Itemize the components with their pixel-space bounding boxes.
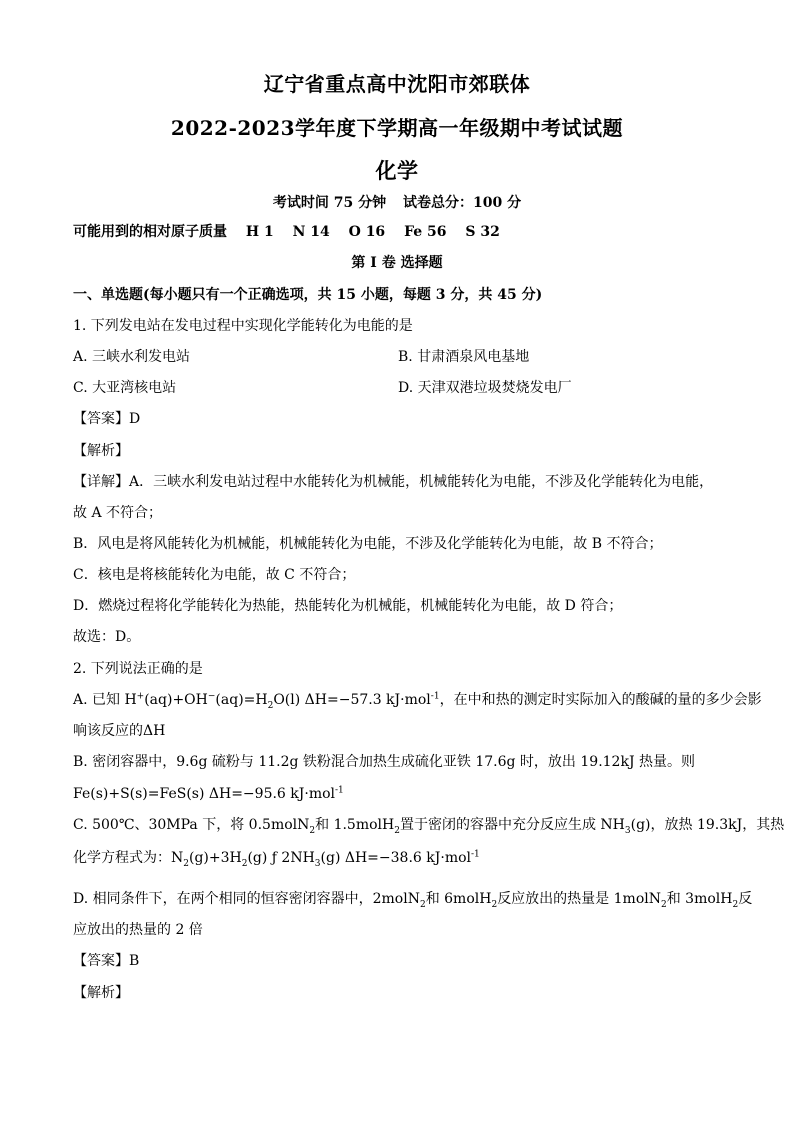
atomic-mass-h: H 1 — [245, 224, 274, 240]
exam-info — [0, 192, 794, 212]
q2-option-b-line2: Fe(s)+S(s)=FeS(s) ΔH=−95.6 kJ·mol$^{-1}$ — [73, 785, 344, 802]
q2-option-a-line1: A. 已知 $H^+(aq)+OH^-(aq)=H_2O(l)$ ΔH=−57.3 kJ·mol$^{-1}$，在中和热的测定时实际加入的酸碱的量的多少会影 — [73, 691, 762, 711]
atomic-mass-s: S 32 — [465, 224, 500, 240]
q1-conclusion: 故选：D。 — [73, 629, 141, 645]
q1-option-b: B. 甘肃酒泉风电基地 — [398, 349, 530, 365]
q1-detail-a-line1: 【详解】A．三峡水利发电站过程中水能转化为机械能，机械能转化为电能，不涉及化学能转化为电能， — [73, 474, 714, 490]
exam-title: 2022-2023学年度下学期高一年级期中考试试题 — [170, 116, 624, 140]
q1-detail-b: B．风电是将风能转化为机械能，机械能转化为电能，不涉及化学能转化为电能，故 B 不符合； — [73, 536, 663, 552]
q2-option-b-line1: B. 密闭容器中，9.6g 硫粉与 11.2g 铁粉混合加热生成硫化亚铁 17.6g 时，放出 19.12kJ 热量。则 — [73, 754, 696, 770]
q2-answer: 【答案】B — [73, 953, 140, 969]
atomic-masses-label: 可能用到的相对原子质量 — [73, 224, 227, 240]
q1-detail-c: C．核电是将核能转化为电能，故 C 不符合； — [73, 567, 356, 583]
q2-option-a-line2: 响该反应的ΔH — [73, 723, 166, 739]
atomic-masses — [73, 222, 734, 242]
school-title: 辽宁省重点高中沈阳市郊联体 — [263, 72, 531, 96]
q1-detail-d: D．燃烧过程将化学能转化为热能，热能转化为机械能，机械能转化为电能，故 D 符合； — [73, 598, 623, 614]
atomic-mass-fe: Fe 56 — [404, 224, 447, 240]
atomic-mass-o: O 16 — [348, 224, 386, 240]
atomic-mass-n: N 14 — [292, 224, 330, 240]
q1-analysis-label: 【解析】 — [73, 443, 129, 459]
q2-option-d-line1: D. 相同条件下，在两个相同的恒容密闭容器中，2molN$_2$和 6molH$_2$反应放出的热量是 1molN$_2$和 3molH$_2$反 — [73, 891, 753, 910]
exam-score: 试卷总分：100 分 — [403, 195, 522, 211]
section-title: 一、单选题(每小题只有一个正确选项，共 15 小题，每题 3 分，共 45 分) — [73, 287, 543, 303]
q2-option-d-line2: 应放出的热量的 2 倍 — [73, 922, 203, 938]
q1-option-c: C. 大亚湾核电站 — [73, 380, 177, 396]
q1-option-d: D. 天津双港垃圾焚烧发电厂 — [398, 380, 572, 396]
q1-option-a: A. 三峡水利发电站 — [73, 349, 191, 365]
q1-stem: 1. 下列发电站在发电过程中实现化学能转化为电能的是 — [73, 318, 413, 334]
volume-title: 第 I 卷 选择题 — [351, 255, 443, 271]
q2-option-c-line1: C. 500℃、30MPa 下，将 0.5molN$_2$和 1.5molH$_2$置于密闭的容器中充分反应生成 $NH_3(g)$，放热 19.3kJ，其热 — [73, 817, 785, 836]
q1-detail-a-line2: 故 A 不符合； — [73, 505, 163, 521]
q2-analysis-label: 【解析】 — [73, 985, 129, 1001]
q2-option-c-line2: 化学方程式为：$N_2(g)+3H_2(g)$ ƒ $2NH_3(g)$ ΔH=−38.6 kJ·mol$^{-1}$ — [73, 849, 480, 869]
q2-stem: 2. 下列说法正确的是 — [73, 661, 203, 677]
exam-time: 考试时间 75 分钟 — [272, 195, 387, 211]
q1-answer: 【答案】D — [73, 411, 141, 427]
subject-title: 化学 — [375, 158, 419, 183]
